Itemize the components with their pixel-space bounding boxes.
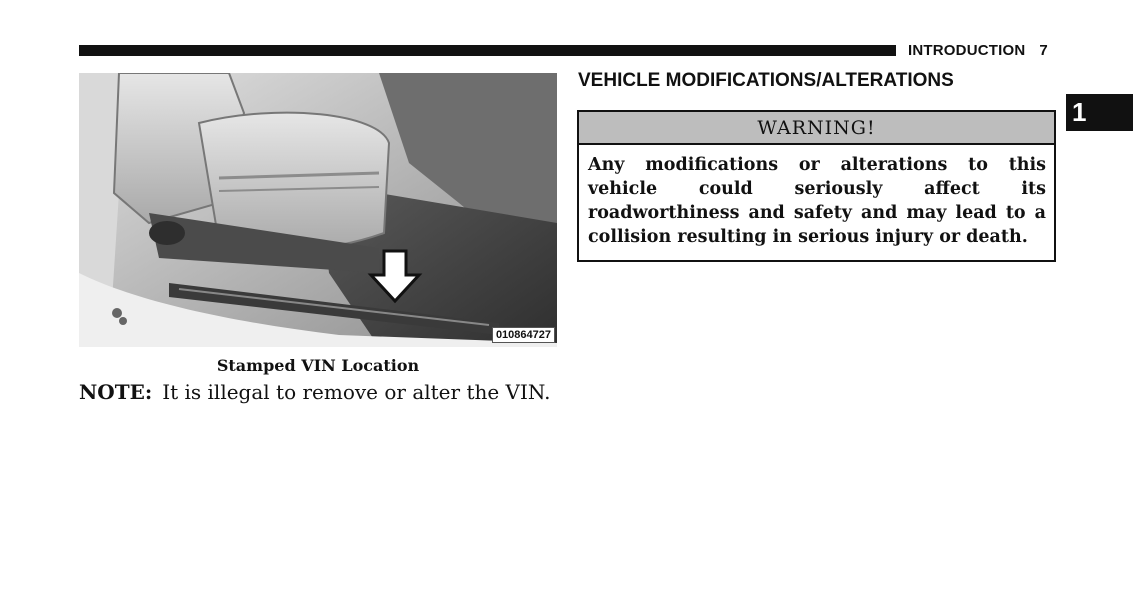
figure-caption: Stamped VIN Location bbox=[216, 356, 420, 375]
car-seat-illustration bbox=[79, 73, 557, 347]
warning-heading: WARNING! bbox=[579, 112, 1054, 145]
header-rule bbox=[79, 45, 896, 56]
page-number: 7 bbox=[1039, 42, 1048, 59]
figure-id-label: 010864727 bbox=[492, 327, 555, 343]
warning-body: Any modifications or alterations to this vehicle could seriously affect its roadworthiness and safety and may lead to a collision resulting in serious injury or death. bbox=[588, 155, 1046, 247]
note-label: NOTE: bbox=[79, 380, 153, 404]
warning-box bbox=[577, 110, 1056, 262]
running-header bbox=[908, 42, 1048, 59]
header-section: INTRODUCTION bbox=[908, 42, 1026, 59]
note-text: It is illegal to remove or alter the VIN. bbox=[162, 380, 551, 404]
note bbox=[79, 380, 550, 404]
section-title: VEHICLE MODIFICATIONS/ALTERATIONS bbox=[578, 70, 954, 91]
chapter-tab: 1 bbox=[1066, 94, 1133, 131]
vin-location-figure bbox=[79, 73, 557, 347]
